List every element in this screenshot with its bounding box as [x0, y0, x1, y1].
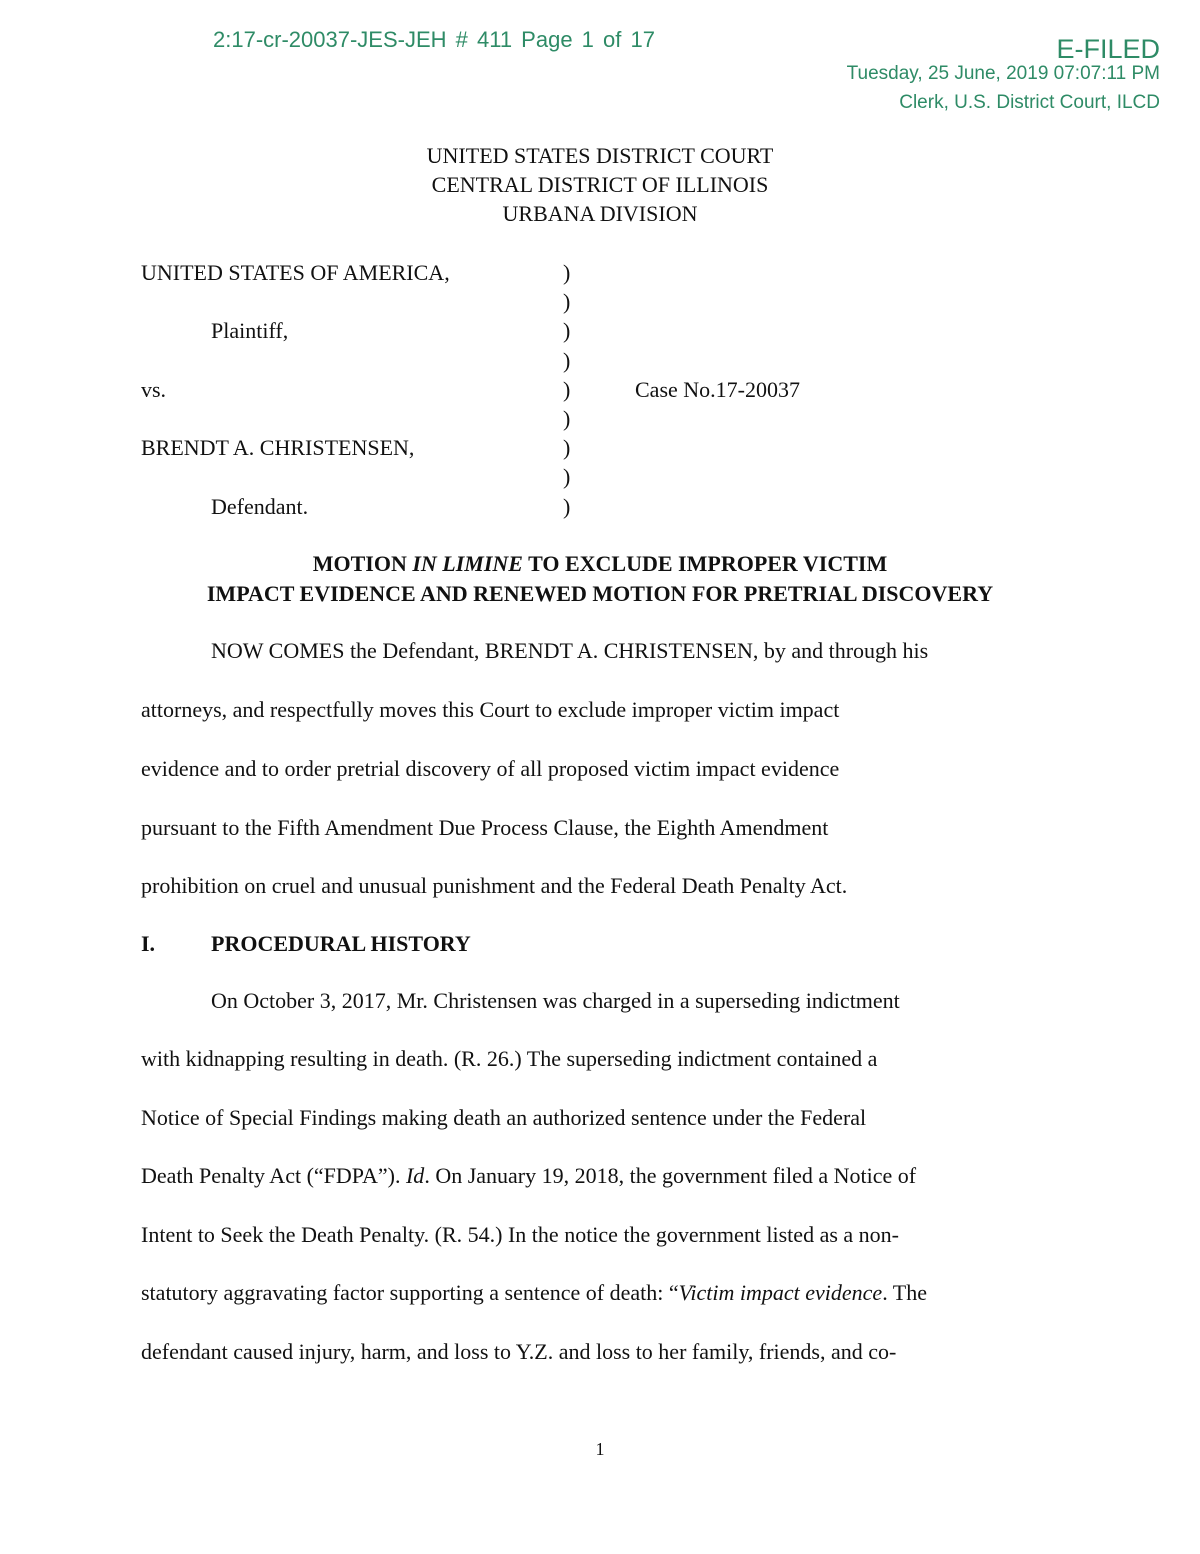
plaintiff-role: Plaintiff, — [211, 318, 289, 343]
efiled-label: E-FILED — [1056, 34, 1160, 64]
filing-header: 2:17-cr-20037-JES-JEH # 411 Page 1 of 17 — [213, 27, 655, 52]
court-district: CENTRAL DISTRICT OF ILLINOIS — [431, 172, 769, 197]
versus: vs. — [141, 377, 167, 402]
body-line: prohibition on cruel and unusual punishment and the Federal Death Penalty Act. — [141, 873, 848, 898]
defendant-role: Defendant. — [211, 494, 309, 519]
page-number: 1 — [595, 1439, 605, 1459]
motion-title-line1: MOTION IN LIMINE TO EXCLUDE IMPROPER VICTIM — [312, 551, 888, 576]
section-number: I. — [141, 931, 156, 956]
body-line: evidence and to order pretrial discovery of all proposed victim impact evidence — [141, 756, 840, 781]
caption-parentheses: ) ) ) ) ) ) ) ) ) — [563, 260, 571, 519]
body-line: Intent to Seek the Death Penalty. (R. 54.) In the notice the government listed as a non- — [141, 1222, 899, 1247]
plaintiff-name: UNITED STATES OF AMERICA, — [141, 260, 450, 285]
court-division: URBANA DIVISION — [502, 201, 698, 226]
section-heading: PROCEDURAL HISTORY — [211, 931, 471, 956]
body-line: with kidnapping resulting in death. (R. 26.) The superseding indictment contained a — [141, 1046, 878, 1071]
efiled-date: Tuesday, 25 June, 2019 07:07:11 PM — [846, 63, 1160, 84]
body-line: defendant caused injury, harm, and loss to Y.Z. and loss to her family, friends, and co- — [141, 1339, 897, 1364]
efiled-clerk: Clerk, U.S. District Court, ILCD — [899, 92, 1160, 113]
case-number: Case No.17-20037 — [635, 377, 800, 402]
motion-title-line2: IMPACT EVIDENCE AND RENEWED MOTION FOR PRETRIAL DISCOVERY — [206, 581, 994, 606]
body-line: NOW COMES the Defendant, BRENDT A. CHRISTENSEN, by and through his — [211, 638, 929, 663]
body-line: Death Penalty Act (“FDPA”). Id. On January 19, 2018, the government filed a Notice of — [141, 1163, 917, 1188]
body-line: Notice of Special Findings making death an authorized sentence under the Federal — [141, 1105, 867, 1130]
defendant-name: BRENDT A. CHRISTENSEN, — [141, 435, 415, 460]
body-line: attorneys, and respectfully moves this Court to exclude improper victim impact — [141, 697, 840, 722]
body-line: statutory aggravating factor supporting a sentence of death: “Victim impact evidence. The — [141, 1280, 928, 1305]
body-line: On October 3, 2017, Mr. Christensen was charged in a superseding indictment — [211, 988, 900, 1013]
court-name: UNITED STATES DISTRICT COURT — [426, 143, 774, 168]
body-line: pursuant to the Fifth Amendment Due Process Clause, the Eighth Amendment — [141, 815, 829, 840]
